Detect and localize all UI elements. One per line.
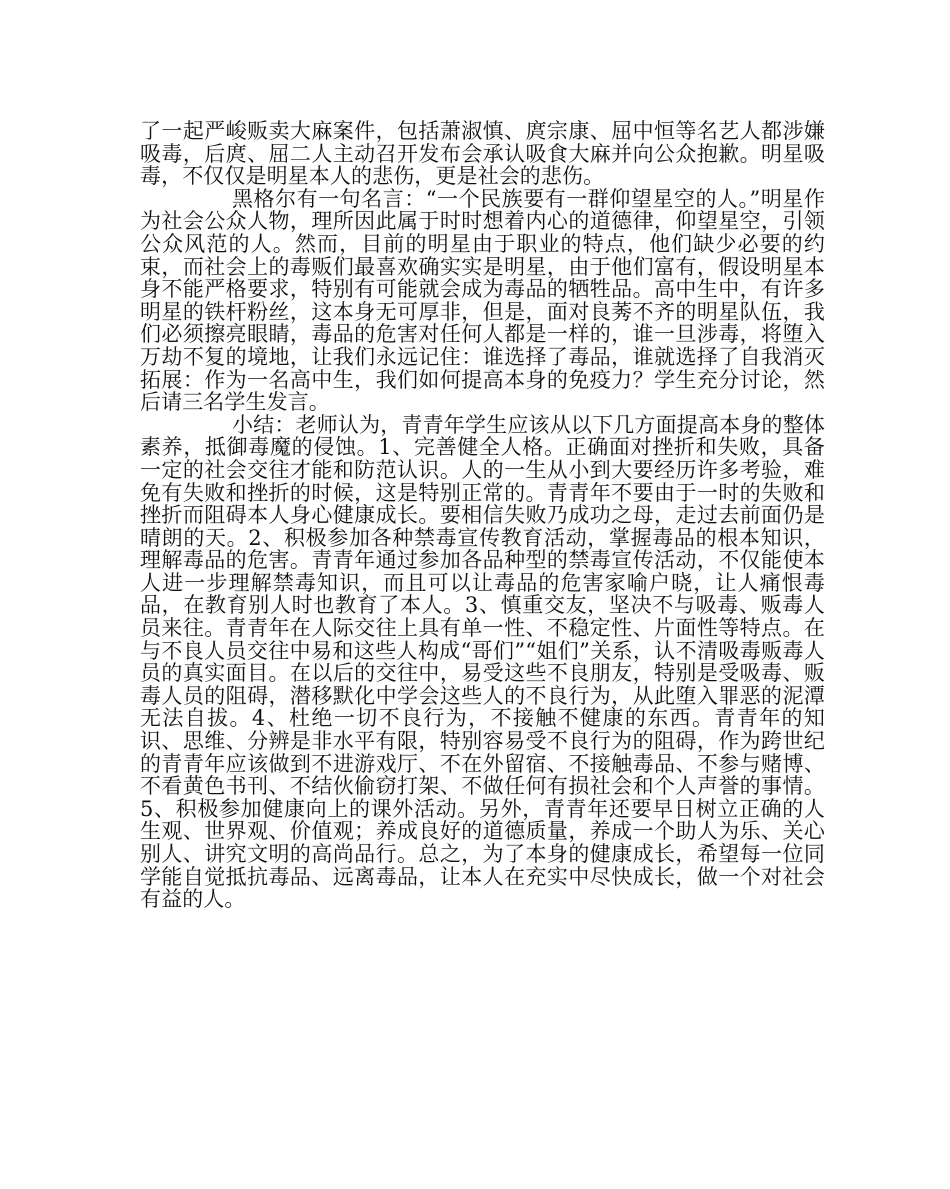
- paragraph-hegel-quote: 黑格尔有一句名言：“一个民族要有一群仰望星空的人。”明星作为社会公众人物，理所因此属于时时想着内心的道德律，仰望星空，引领公众风范的人。然而，目前的明星由于职业的特点，他们缺少必要的约束，而社会上的毒贩们最喜欢确实实是明星，由于他们富有，假设明星本身不能严格要求，特别有可能就会成为毒品的牺牲品。高中生中，有许多明星的铁杆粉丝，这本身无可厚非，但是，面对良莠不齐的明星队伍，我们必须擦亮眼睛，毒品的危害对任何人都是一样的，谁一旦涉毒，将堕入万劫不复的境地，让我们永远记住：谁选择了毒品，谁就选择了自我消灭拓展：作为一名高中生，我们如何提高本身的免疫力？学生充分讨论，然后请三名学生发言。: [140, 186, 825, 415]
- paragraph-summary: 小结：老师认为，青青年学生应该从以下几方面提高本身的整体素养，抵御毒魔的侵蚀。1、完善健全人格。正确面对挫折和失败，具备一定的社会交往才能和防范认识。人的一生从小到大要经历许多考验，难免有失败和挫折的时候，这是特别正常的。青青年不要由于一时的失败和挫折而阻碍本人身心健康成长。要相信失败乃成功之母，走过去前面仍是晴朗的天。2、积极参加各种禁毒宣传教育活动，掌握毒品的根本知识，理解毒品的危害。青青年通过参加各品种型的禁毒宣传活动，不仅能使本人进一步理解禁毒知识，而且可以让毒品的危害家喻户晓，让人痛恨毒品，在教育别人时也教育了本人。3、慎重交友，坚决不与吸毒、贩毒人员来往。青青年在人际交往上具有单一性、不稳定性、片面性等特点。在与不良人员交往中易和这些人构成“哥们”“姐们”关系，认不清吸毒贩毒人员的真实面目。在以后的交往中，易受这些不良朋友，特别是受吸毒、贩毒人员的阻碍，潜移默化中学会这些人的不良行为，从此堕入罪恶的泥潭无法自拔。4、杜绝一切不良行为，不接触不健康的东西。青青年的知识、思维、分辨是非水平有限，特别容易受不良行为的阻碍，作为跨世纪的青青年应该做到不进游戏厅、不在外留宿、不接触毒品、不参与赌博、不看黄色书刊、不结伙偷窃打架、不做任何有损社会和个人声誉的事情。5、积极参加健康向上的课外活动。另外，青青年还要早日树立正确的人生观、世界观、价值观；养成良好的道德质量，养成一个助人为乐、关心别人、讲究文明的高尚品行。总之，为了本身的健康成长，希望每一位同学能自觉抵抗毒品、远离毒品，让本人在充实中尽快成长，做一个对社会有益的人。: [140, 412, 825, 912]
- body-text: [140, 120, 825, 911]
- paragraph-continuation: 了一起严峻贩卖大麻案件，包括萧淑慎、庹宗康、屈中恒等名艺人都涉嫌吸毒，后庹、屈二人主动召开发布会承认吸食大麻并向公众抱歉。明星吸毒，不仅仅是明星本人的悲伤，更是社会的悲伤。: [140, 119, 825, 189]
